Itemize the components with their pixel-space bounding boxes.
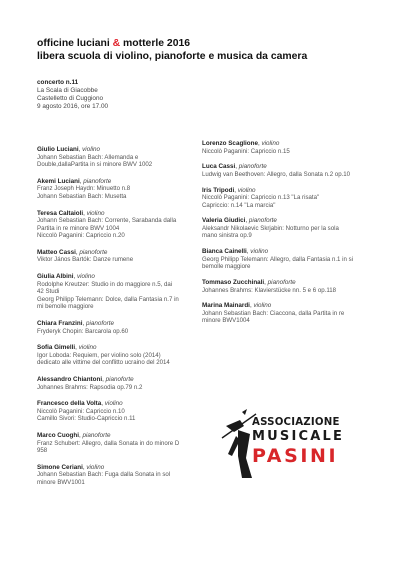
piece-line: minore BWV1004 bbox=[202, 317, 250, 325]
performer-name: Iris Tripodi bbox=[202, 186, 235, 194]
performer-name: Valeria Giudici bbox=[202, 217, 246, 225]
associazione-musicale-pasini-logo bbox=[220, 408, 370, 488]
performer-name: Chiara Franzini bbox=[37, 319, 83, 327]
performer-entry bbox=[202, 140, 362, 155]
performer-heading: Bianca Cainelli, violino bbox=[202, 248, 269, 256]
performer-instrument: pianoforte bbox=[82, 432, 111, 440]
piece-line: Camillo Sivori: Studio-Capriccio n.11 bbox=[37, 415, 136, 423]
concert-date: 9 agosto 2016, ore 17.00 bbox=[37, 102, 109, 110]
concert-number: concerto n.11 bbox=[37, 79, 79, 86]
piece-line: bemolle maggiore bbox=[202, 263, 251, 271]
piece-line: Viktor János Bartók: Danze rumene bbox=[37, 256, 134, 264]
piece-line: Fryderyk Chopin: Barcarola op.60 bbox=[37, 327, 129, 335]
performer-heading: Matteo Cassi, pianoforte bbox=[37, 248, 108, 256]
performer-entry bbox=[37, 376, 197, 391]
performer-entry bbox=[37, 273, 197, 311]
piece-line: Georg Philipp Telemann: Dolce, dalla Fantasia n.7 in bbox=[37, 295, 179, 303]
piece-line: Niccolò Paganini: Capriccio n.13 "La risata" bbox=[202, 194, 320, 202]
piece-line: Johann Sebastian Bach: Corrente, Sarabanda dalla bbox=[37, 217, 177, 225]
performer-name: Francesco della Volta bbox=[37, 400, 102, 408]
performer-heading: Giulia Albini, violino bbox=[37, 273, 95, 281]
performer-instrument: violino bbox=[78, 344, 97, 352]
performer-name: Tommaso Zucchinali bbox=[202, 278, 265, 286]
performer-name: Bianca Cainelli bbox=[202, 248, 247, 256]
performer-heading: Marco Cuoghi, pianoforte bbox=[37, 432, 111, 440]
piece-line: Capriccio: n.14 "La marcia" bbox=[202, 201, 276, 209]
performer-name: Alessandro Chiantoni bbox=[37, 375, 103, 383]
performer-entry bbox=[202, 279, 362, 294]
piece-line: Georg Philipp Telemann: Allegro, dalla Fantasia n.1 in si bbox=[202, 255, 353, 263]
performers-right-column bbox=[202, 140, 362, 333]
performer-entry bbox=[202, 163, 362, 178]
performer-instrument: violino bbox=[86, 463, 105, 471]
concert-place: Castelletto di Cuggiono bbox=[37, 94, 104, 102]
performer-instrument: violino bbox=[237, 186, 256, 194]
piece-line: Igor Loboda: Requiem, per violino solo (2014) bbox=[37, 351, 161, 359]
performer-instrument: pianoforte bbox=[83, 177, 112, 185]
performer-instrument: pianoforte bbox=[238, 163, 267, 171]
performer-name: Giulia Albini bbox=[37, 273, 74, 281]
performer-heading: Teresa Caltaioli, violino bbox=[37, 209, 105, 217]
logo-line-1: ASSOCIAZIONE bbox=[252, 417, 340, 428]
piece-line: 42 Studi bbox=[37, 288, 60, 296]
performer-name: Marina Mainardi bbox=[202, 302, 250, 310]
piece-line: Niccolò Paganini: Capriccio n.15 bbox=[202, 147, 290, 155]
piece-line: Partita in re minore BWV 1004 bbox=[37, 224, 120, 232]
performer-instrument: violino bbox=[253, 302, 272, 310]
piece-line: Franz Schubert: Allegro, dalla Sonata in do minore D bbox=[37, 439, 180, 447]
performer-entry bbox=[202, 187, 362, 210]
concert-info bbox=[37, 79, 237, 111]
performer-instrument: violino bbox=[77, 273, 95, 281]
performers-left-column bbox=[37, 146, 197, 496]
piece-line: Johann Sebastian Bach: Allemanda e bbox=[37, 153, 139, 161]
performer-entry bbox=[37, 464, 197, 487]
performer-entry bbox=[37, 320, 197, 335]
performer-instrument: violino bbox=[261, 140, 280, 147]
piece-line: 958 bbox=[37, 447, 48, 455]
logo-text bbox=[252, 416, 370, 467]
performer-name: Akemi Luciani bbox=[37, 177, 80, 185]
piece-line: mano sinistra op.9 bbox=[202, 232, 252, 240]
page-subtitle: libera scuola di violino, pianoforte e musica da camera bbox=[37, 50, 308, 62]
concert-venue: La Scala di Giacobbe bbox=[37, 86, 98, 94]
piece-line: Niccolò Paganini: Capriccio n.10 bbox=[37, 407, 125, 415]
performer-instrument: violino bbox=[82, 146, 100, 153]
performer-heading: Tommaso Zucchinali, pianoforte bbox=[202, 278, 296, 286]
performer-entry bbox=[37, 400, 197, 423]
performer-heading: Iris Tripodi, violino bbox=[202, 186, 256, 194]
piece-line: minore BWV1001 bbox=[37, 478, 85, 486]
performer-name: Sofia Gimelli bbox=[37, 344, 76, 352]
piece-line: Johannes Brahms: Rapsodia op.79 n.2 bbox=[37, 383, 143, 391]
performer-heading: Valeria Giudici, pianoforte bbox=[202, 217, 277, 225]
performer-name: Simone Ceriani bbox=[37, 463, 83, 471]
performer-instrument: pianoforte bbox=[248, 217, 277, 225]
performer-instrument: violino bbox=[86, 209, 105, 217]
piece-line: Johann Sebastian Bach: Ciaccona, dalla Partita in re bbox=[202, 309, 345, 317]
piece-line: Ludwig van Beethoven: Allegro, dalla Sonata n.2 op.10 bbox=[202, 170, 351, 178]
performer-heading: Marina Mainardi, violino bbox=[202, 302, 272, 310]
performer-heading: Giulio Luciani, violino bbox=[37, 146, 100, 153]
performer-name: Matteo Cassi bbox=[37, 248, 76, 256]
performer-heading: Sofia Gimelli, violino bbox=[37, 344, 97, 352]
performer-entry bbox=[37, 249, 197, 264]
logo-line-2: MUSICALE bbox=[252, 429, 345, 444]
performer-name: Teresa Caltaioli bbox=[37, 209, 84, 217]
piece-line: Johannes Brahms: Klavierstücke nn. 5 e 6 op.118 bbox=[202, 286, 337, 294]
performer-heading: Simone Ceriani, violino bbox=[37, 463, 105, 471]
performer-heading: Alessandro Chiantoni, pianoforte bbox=[37, 375, 134, 383]
performer-name: Luca Cassi bbox=[202, 163, 236, 171]
logo-line-3: PASINI bbox=[252, 445, 339, 467]
performer-heading: Lorenzo Scaglione, violino bbox=[202, 140, 280, 147]
performer-instrument: pianoforte bbox=[267, 278, 296, 286]
ampersand: & bbox=[112, 38, 121, 49]
piece-line: Rodolphe Kreutzer: Studio in do maggiore n.5, dai bbox=[37, 280, 173, 288]
piece-line: Niccolò Paganini: Capriccio n.20 bbox=[37, 232, 125, 240]
performer-heading: Chiara Franzini, pianoforte bbox=[37, 319, 115, 327]
performer-entry bbox=[37, 432, 197, 455]
performer-entry bbox=[37, 178, 197, 201]
performer-heading: Luca Cassi, pianoforte bbox=[202, 163, 267, 171]
performer-name: Giulio Luciani bbox=[37, 146, 79, 153]
piece-line: Aleksandr Nikolaevic Skrjabin: Notturno per la sola bbox=[202, 224, 339, 232]
performer-heading: Francesco della Volta, violino bbox=[37, 400, 123, 408]
performer-heading: Akemi Luciani, pianoforte bbox=[37, 177, 112, 185]
performer-entry bbox=[37, 146, 197, 169]
piece-line: Johann Sebastian Bach: Fuga dalla Sonata in sol bbox=[37, 471, 171, 479]
performer-instrument: violino bbox=[104, 400, 123, 408]
performer-name: Marco Cuoghi bbox=[37, 432, 79, 440]
piece-line: Franz Joseph Haydn: Minuetto n.8 bbox=[37, 185, 131, 193]
program-header bbox=[37, 38, 377, 63]
piece-line: Johann Sebastian Bach: Musetta bbox=[37, 192, 127, 200]
piece-line: dedicato alle vittime del conflitto ucraino del 2014 bbox=[37, 359, 170, 367]
performer-name: Lorenzo Scaglione bbox=[202, 140, 258, 147]
page-title: officine luciani & motterle 2016 bbox=[37, 38, 191, 49]
performer-entry bbox=[202, 217, 362, 240]
performer-entry bbox=[202, 248, 362, 271]
performer-instrument: pianoforte bbox=[105, 375, 134, 383]
performer-instrument: violino bbox=[250, 248, 269, 256]
performer-entry bbox=[37, 210, 197, 240]
performer-entry bbox=[37, 344, 197, 367]
piece-line: Double,dallaPartita in si minore BWV 1002 bbox=[37, 161, 153, 169]
performer-entry bbox=[202, 302, 362, 325]
piece-line: mi bemolle maggiore bbox=[37, 303, 94, 311]
performer-instrument: pianoforte bbox=[86, 319, 115, 327]
performer-instrument: pianoforte bbox=[79, 248, 108, 256]
